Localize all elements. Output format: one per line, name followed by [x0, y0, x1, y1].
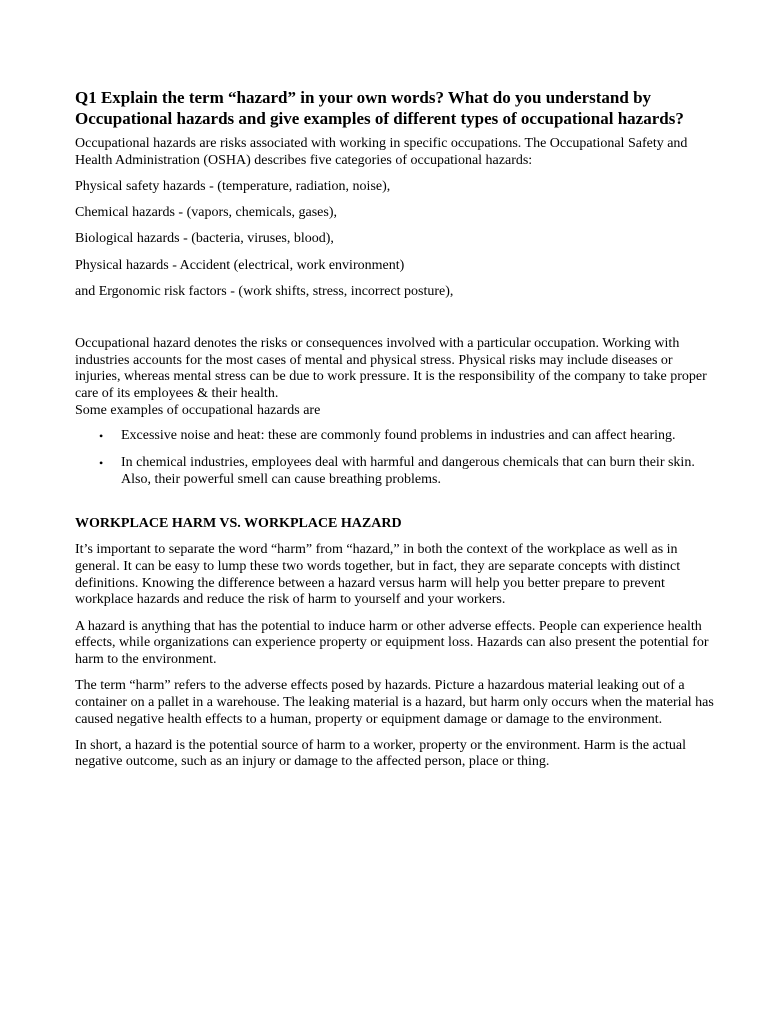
harm-hazard-paragraph-1: It’s important to separate the word “harm” from “hazard,” in both the context of the workplace as well as in general. It can be easy to lump these two words together, but in fact, they are separate concepts with distinct definitions. Knowing the difference between a hazard versus harm will help you better prepare to prevent workplace hazards and reduce the risk of harm to yourself and your workers. [75, 542, 681, 608]
intro-paragraph: Occupational hazards are risks associated with working in specific occupations. The Occupational Safety and Health Administration (OSHA) describes five categories of occupational hazards: [75, 136, 688, 168]
harm-hazard-paragraph-3: The term “harm” refers to the adverse effects posed by hazards. Picture a hazardous material leaking out of a container on a pallet in a warehouse. The leaking material is a hazard, but harm only occurs when the material has caused negative health effects to a human, property or equipment damage or damage to the environment. [75, 678, 714, 727]
hazard-category-biological: Biological hazards - (bacteria, viruses, blood), [75, 231, 334, 247]
section-heading: WORKPLACE HARM VS. WORKPLACE HAZARD [75, 515, 402, 531]
hazard-category-physical-safety: Physical safety hazards - (temperature, radiation, noise), [75, 178, 391, 194]
harm-hazard-paragraph-2: A hazard is anything that has the potential to induce harm or other adverse effects. People can experience health effects, while organizations can experience property or equipment loss. Hazards can also present the potential for harm to the environment. [75, 618, 709, 667]
explanation-paragraph: Occupational hazard denotes the risks or consequences involved with a particular occupation. Working with industries accounts for the most cases of mental and physical stress. Physical risks may include diseases or injuries, whereas mental stress can be due to work pressure. It is the responsibility of the company to take proper care of its employees & their health. [75, 335, 707, 402]
document-page [75, 87, 720, 781]
blank-line [75, 310, 720, 336]
examples-list [75, 428, 720, 488]
hazard-category-ergonomic: and Ergonomic risk factors - (work shifts, stress, incorrect posture), [75, 283, 454, 299]
hazard-category-chemical: Chemical hazards - (vapors, chemicals, gases), [75, 205, 338, 221]
examples-intro: Some examples of occupational hazards are [75, 402, 321, 418]
list-item-text: In chemical industries, employees deal with harmful and dangerous chemicals that can burn their skin. Also, their powerful smell can cause breathing problems. [121, 455, 695, 487]
bullet-icon: • [99, 429, 104, 444]
list-item [75, 428, 720, 445]
list-item [75, 455, 720, 488]
bullet-icon: • [99, 456, 104, 471]
hazard-category-physical: Physical hazards - Accident (electrical, work environment) [75, 257, 405, 273]
question-title: Q1 Explain the term “hazard” in your own words? What do you understand by Occupational hazards and give examples of different types of occupational hazards? [75, 88, 684, 128]
harm-hazard-paragraph-4: In short, a hazard is the potential source of harm to a worker, property or the environment. Harm is the actual negative outcome, such as an injury or damage to the affected person, place or thing. [75, 737, 686, 770]
list-item-text: Excessive noise and heat: these are commonly found problems in industries and can affect hearing. [121, 428, 676, 444]
